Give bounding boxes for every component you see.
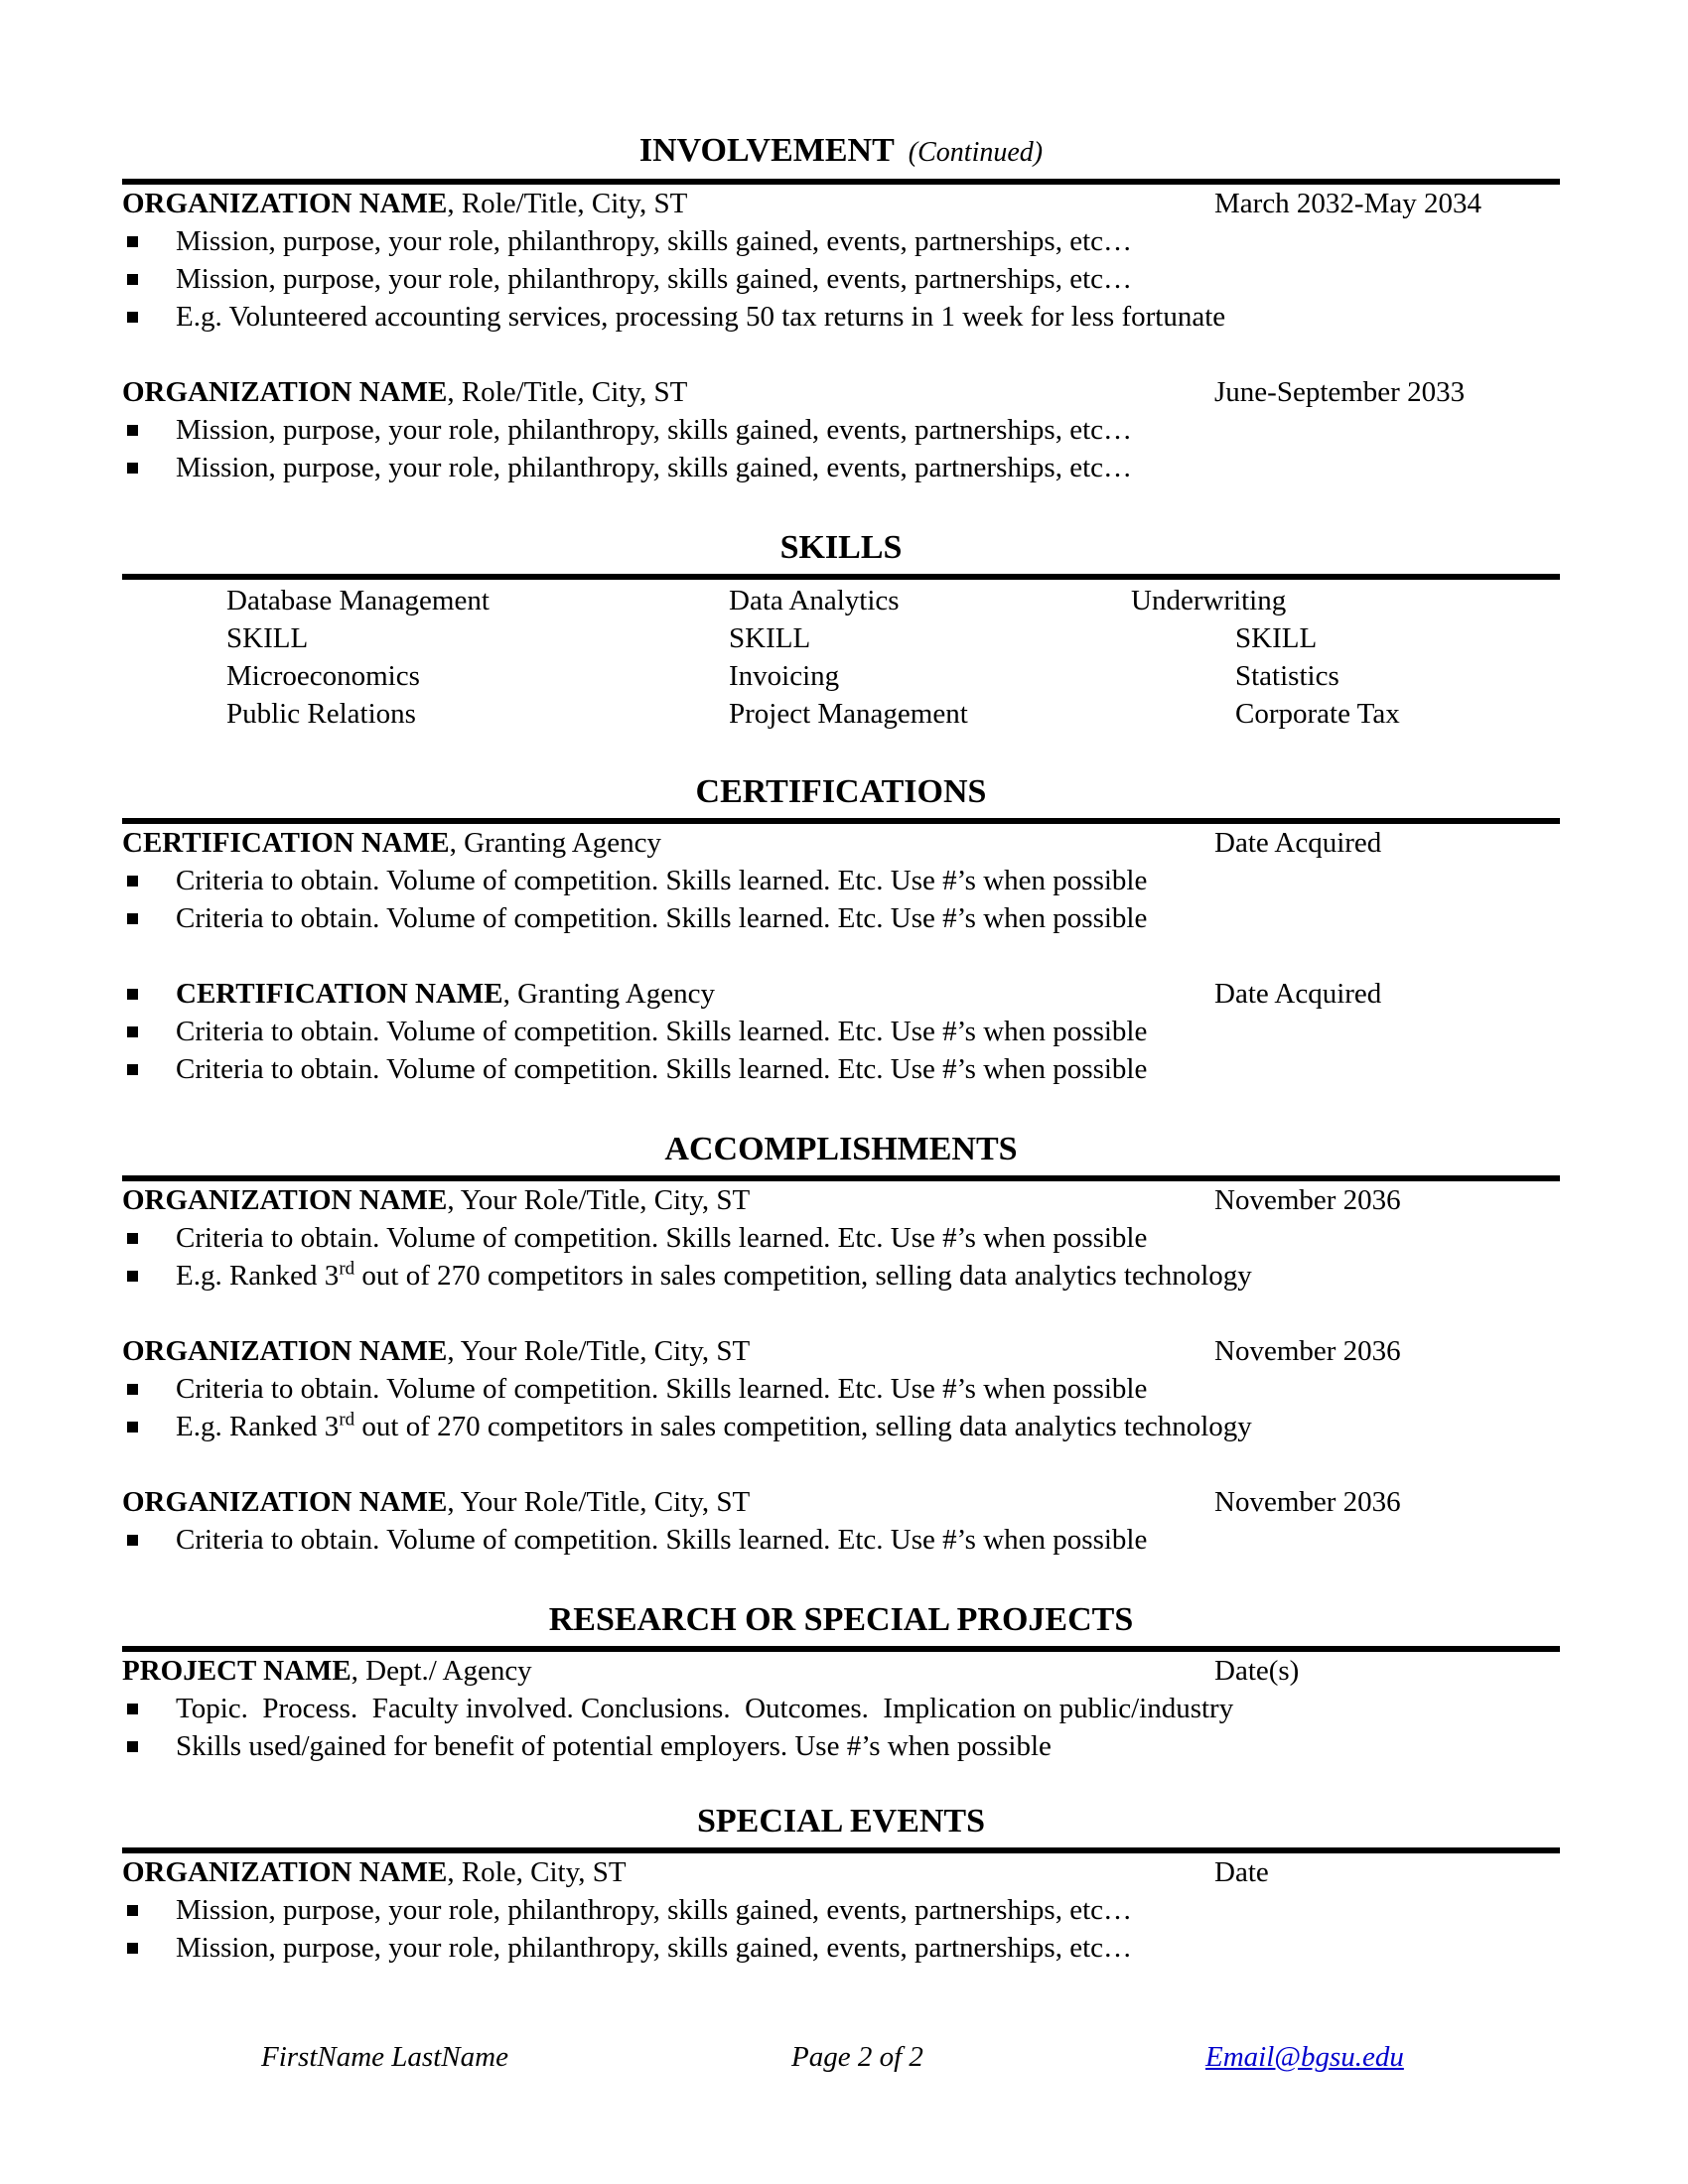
bullet-square-icon [127,1233,138,1244]
bullet-text: Mission, purpose, your role, philanthropy, skills gained, events, partnerships, etc… [176,1932,1133,1964]
role-location: , Role/Title, City, ST [447,188,688,219]
section-title-text: SPECIAL EVENTS [696,1803,986,1840]
role-location: , Your Role/Title, City, ST [447,1486,751,1518]
entry-header [122,824,1560,862]
entry-date: June-September 2033 [1214,376,1466,408]
bullet-square-icon [127,1422,138,1433]
accomplishment-entry-2 [122,1332,1560,1445]
skill-item: Data Analytics [729,585,900,616]
section-title-text: ACCOMPLISHMENTS [664,1131,1018,1167]
bullet-square-icon [127,1064,138,1075]
bullet-item [122,899,1560,937]
section-title-certifications [122,772,1560,812]
bullet-item [122,222,1560,260]
section-involvement [122,131,1560,486]
bullet-square-icon [127,1384,138,1395]
bullet-text: Topic. Process. Faculty involved. Conclusions. Outcomes. Implication on public/industry [176,1693,1234,1724]
entry-header [122,1181,1560,1219]
organization-name: ORGANIZATION NAME [122,1856,448,1888]
bullet-square-icon [127,1704,138,1714]
footer-page-number: Page 2 of 2 [791,2041,923,2073]
granting-agency: , Granting Agency [449,827,661,859]
bullet-square-icon [127,989,138,1000]
bullet-text: E.g. Volunteered accounting services, processing 50 tax returns in 1 week for less fortunate [176,301,1226,333]
skill-item: Statistics [1235,660,1339,692]
skill-item: SKILL [1235,622,1318,654]
section-title-text: SKILLS [779,529,903,566]
entry-header [122,1853,1560,1891]
skills-row [122,695,1560,733]
role-location: , Role, City, ST [447,1856,627,1888]
skill-item: SKILL [226,622,309,654]
bullet-item [122,1050,1560,1088]
role-location: , Your Role/Title, City, ST [447,1184,751,1216]
section-title-involvement [122,131,1560,173]
page-content [122,0,1560,1967]
bullet-item [122,1370,1560,1408]
bullet-square-icon [127,463,138,474]
entry-header-bulleted [122,975,1560,1013]
bullet-item [122,1929,1560,1967]
skill-item: Invoicing [729,660,840,692]
bullet-text: Mission, purpose, your role, philanthropy, skills gained, events, partnerships, etc… [176,414,1133,446]
ordinal-superscript: rd [339,1409,355,1431]
bullet-text: Criteria to obtain. Volume of competition. Skills learned. Etc. Use #’s when possible [176,902,1148,934]
skills-grid [122,580,1560,733]
bullet-text: Mission, purpose, your role, philanthropy, skills gained, events, partnerships, etc… [176,225,1133,257]
section-title-research [122,1600,1560,1640]
ordinal-superscript: rd [339,1258,355,1280]
skill-item: Corporate Tax [1235,698,1400,730]
bullet-square-icon [127,913,138,924]
accomplishment-entry-3 [122,1483,1560,1559]
entry-date: November 2036 [1214,1184,1401,1216]
page-footer [0,2038,1688,2078]
skill-item: Project Management [729,698,968,730]
skill-item: Database Management [226,585,490,616]
section-title-special-events [122,1802,1560,1842]
entry-header [122,1332,1560,1370]
skill-item: Public Relations [226,698,416,730]
bullet-text: E.g. Ranked 3rd out of 270 competitors in sales competition, selling data analytics technology [176,1258,1252,1292]
entry-date: November 2036 [1214,1486,1401,1518]
bullet-square-icon [127,1943,138,1954]
bullet-item [122,1257,1560,1295]
entry-date: Date Acquired [1214,827,1382,859]
bullet-square-icon [127,274,138,285]
organization-name: ORGANIZATION NAME [122,1335,448,1367]
entry-date: Date [1214,1856,1269,1888]
bullet-item [122,411,1560,449]
organization-name: ORGANIZATION NAME [122,1184,448,1216]
bullet-text: Skills used/gained for benefit of potential employers. Use #’s when possible [176,1730,1052,1762]
entry-header [122,185,1560,222]
section-special-events [122,1802,1560,1967]
bullet-text: Criteria to obtain. Volume of competition. Skills learned. Etc. Use #’s when possible [176,1053,1148,1085]
certification-entry-2 [122,975,1560,1088]
special-event-entry-1 [122,1853,1560,1967]
bullet-square-icon [127,236,138,247]
bullet-item [122,1408,1560,1445]
bullet-text: Criteria to obtain. Volume of competition. Skills learned. Etc. Use #’s when possible [176,1016,1148,1047]
bullet-item [122,1891,1560,1929]
entry-header [122,1652,1560,1690]
certification-entry-1 [122,824,1560,937]
entry-header [122,373,1560,411]
bullet-item [122,1690,1560,1727]
bullet-text: Criteria to obtain. Volume of competition. Skills learned. Etc. Use #’s when possible [176,1222,1148,1254]
bullet-square-icon [127,876,138,887]
involvement-entry-1 [122,185,1560,336]
skill-item: Microeconomics [226,660,420,692]
bullet-square-icon [127,1535,138,1546]
bullet-item [122,1219,1560,1257]
entry-header [122,1483,1560,1521]
project-name: PROJECT NAME [122,1655,352,1687]
bullet-text: Criteria to obtain. Volume of competition. Skills learned. Etc. Use #’s when possible [176,1524,1148,1556]
entry-date: March 2032-May 2034 [1214,188,1482,219]
bullet-item [122,1521,1560,1559]
bullet-square-icon [127,425,138,436]
bullet-text: Mission, purpose, your role, philanthropy, skills gained, events, partnerships, etc… [176,263,1133,295]
organization-name: ORGANIZATION NAME [122,1486,448,1518]
bullet-item [122,260,1560,298]
section-skills [122,528,1560,733]
section-certifications [122,772,1560,1088]
organization-name: ORGANIZATION NAME [122,188,448,219]
role-location: , Role/Title, City, ST [447,376,688,408]
bullet-square-icon [127,1026,138,1037]
skill-item: Underwriting [1131,585,1287,616]
entry-date: November 2036 [1214,1335,1401,1367]
bullet-text: Criteria to obtain. Volume of competition. Skills learned. Etc. Use #’s when possible [176,1373,1148,1405]
skills-row [122,582,1560,619]
skill-item: SKILL [729,622,811,654]
bullet-item [122,298,1560,336]
skills-row [122,619,1560,657]
skills-row [122,657,1560,695]
bullet-text: Criteria to obtain. Volume of competition. Skills learned. Etc. Use #’s when possible [176,865,1148,896]
section-title-text: CERTIFICATIONS [695,773,987,810]
entry-date: Date Acquired [1214,978,1382,1010]
organization-name: ORGANIZATION NAME [122,376,448,408]
section-title-text: RESEARCH OR SPECIAL PROJECTS [548,1601,1134,1638]
accomplishment-entry-1 [122,1181,1560,1295]
role-location: , Your Role/Title, City, ST [447,1335,751,1367]
bullet-text: Mission, purpose, your role, philanthropy, skills gained, events, partnerships, etc… [176,1894,1133,1926]
section-title-continued: (Continued) [908,137,1044,168]
footer-email-link[interactable]: Email@bgsu.edu [1205,2041,1404,2073]
granting-agency: , Granting Agency [502,978,715,1010]
bullet-text: Mission, purpose, your role, philanthropy, skills gained, events, partnerships, etc… [176,452,1133,483]
bullet-text: E.g. Ranked 3rd out of 270 competitors in sales competition, selling data analytics technology [176,1409,1252,1442]
research-entry-1 [122,1652,1560,1765]
bullet-square-icon [127,1271,138,1282]
bullet-square-icon [127,312,138,323]
bullet-item [122,1013,1560,1050]
entry-header-text [176,978,715,1010]
section-title-skills [122,528,1560,568]
footer-name: FirstName LastName [261,2041,508,2073]
certification-name: CERTIFICATION NAME [122,827,450,859]
bullet-square-icon [127,1741,138,1752]
certification-name: CERTIFICATION NAME [176,978,503,1010]
section-title-accomplishments [122,1130,1560,1169]
entry-date: Date(s) [1214,1655,1300,1687]
involvement-entry-2 [122,373,1560,486]
bullet-square-icon [127,1905,138,1916]
bullet-item [122,449,1560,486]
dept-agency: , Dept./ Agency [351,1655,532,1687]
section-title-text: INVOLVEMENT [638,132,895,169]
bullet-item [122,862,1560,899]
bullet-item [122,1727,1560,1765]
section-research [122,1600,1560,1765]
section-accomplishments [122,1130,1560,1559]
